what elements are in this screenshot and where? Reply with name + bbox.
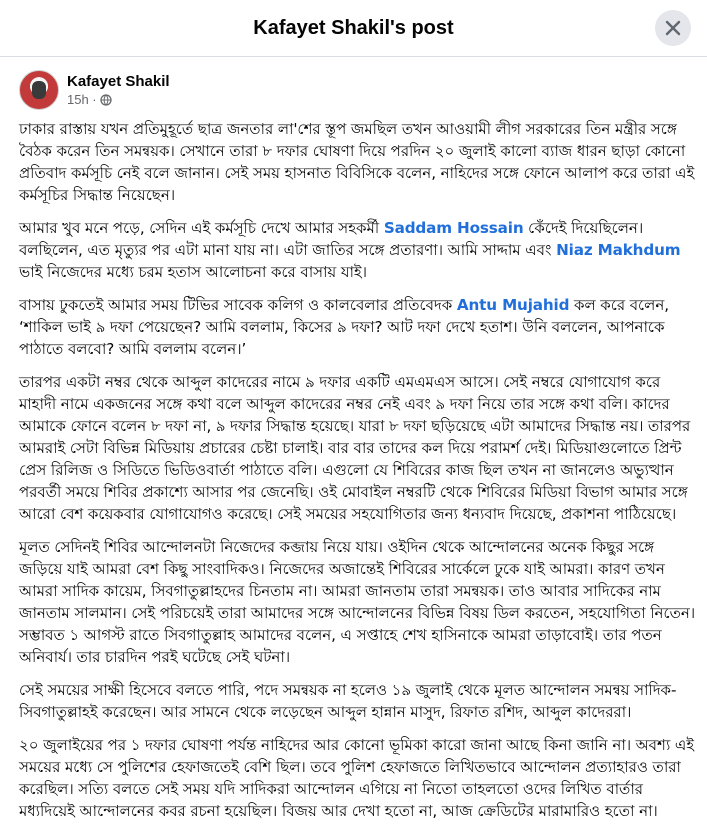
paragraph-text: ভাই নিজেদের মধ্যে চরম হতাস আলোচনা করে বাসায় যাই। — [19, 263, 367, 281]
close-icon — [664, 19, 682, 37]
post-paragraph: সেই সময়ের সাক্ষী হিসেবে বলতে পারি, পদে সমন্বয়ক না হলেও ১৯ জুলাই থেকে মূলত আন্দোলন সমন্বয় সাদিক-সিবগাতুল্লাহই করেছেন। আর সামনে থেকে লড়েছেন আব্দুল হান্নান মাসুদ, রিফাত রশিদ, আব্দুল কাদেররা। — [19, 681, 677, 721]
globe-icon — [100, 94, 112, 106]
paragraph-text: বাসায় ঢুকতেই আমার সময় টিভির সাবেক কলিগ ও কালবেলার প্রতিবেদক — [19, 296, 457, 314]
post-timestamp[interactable] — [67, 91, 170, 108]
post-paragraph: তারপর একটা নম্বর থেকে আব্দুল কাদেরের নামে ৯ দফার একটি এমএমএস আসে। সেই নম্বরে যোগাযোগ করে মাহাদী নামে একজনের সঙ্গে কথা বলে আব্দুল কাদেরের নম্বর নেই এবং ৯ দফা নিয়ে তার সঙ্গে কথা বলি। কাদের আমাকে ফোনে বলেন ৮ দফা না, ৯ দফার সিদ্ধান্ত হয়েছে। যারা ৮ দফা ছড়িয়েছে এটা আমাদের সিদ্ধান্ত নয়। তারপর আমরাই সেটা বিভিন্ন মিডিয়ায় প্রচারের চেষ্টা চালাই। বার বার তাদের কল দিয়ে পরামর্শ দেই। মিডিয়াগুলোতে প্রিন্ট প্রেস রিলিজ ও সিডিতে ভিডিওবার্তা পাঠাতে বলি। এগুলো যে শিবিরের কাজ ছিল তখন না জানলেও অভ্যুত্থান পরবর্তী সময়ে শিবির প্রকাশ্যে আসার পর জেনেছি। ওই মোবাইল নম্বরটি থেকে শিবিরের মিডিয়া বিভাগ আমার সঙ্গে আরো বেশ কয়েকবার যোগাযোগও করেছে। সেই সময়ের সহযোগিতার জন্য ধন্যবাদ দিয়েছে, প্রকাশনা পাঠিয়েছে। — [19, 373, 691, 523]
mention-saddam-hossain[interactable]: Saddam Hossain — [383, 219, 524, 237]
paragraph-text: কেঁদেই দিয়েছিলেন। বলছিলেন, এত মৃত্যুর পর এটা মানা যায় না। এটা জাতির সঙ্গে প্রতারণা। আমি সাদ্দাম এবং — [19, 219, 644, 259]
post-paragraph — [19, 294, 697, 360]
mention-niaz-makhdum[interactable]: Niaz Makhdum — [556, 241, 681, 259]
avatar[interactable] — [19, 70, 59, 110]
post-body — [19, 118, 697, 833]
post-paragraph: মূলত সেদিনই শিবির আন্দোলনটা নিজেদের কব্জায় নিয়ে যায়। ওইদিন থেকে আন্দোলনের অনেক কিছুর সঙ্গে জড়িয়ে যাই আমরা বেশ কিছু সাংবাদিকও। নিজেদের অজান্তেই শিবিরের সার্কেলে ঢুকে যাই আমরা। কারণ তখন আমরা সাদিক কায়েম, সিবগাতুল্লাহদের চিনতাম না। আমরা জানতাম তারা সমন্বয়ক। তাও আবার সাদিকের নাম জানতাম সালমান। সেই পরিচয়েই তারা আমাদের সঙ্গে আন্দোলনের বিভিন্ন বিষয় ডিল করতেন, সহযোগিতা নিতেন। সম্ভাবত ১ আগস্ট রাতে সিবগাতুল্লাহ আমাদের বলেন, এ সপ্তাহে শেখ হাসিনাকে আমরা তাড়াবোই। তার পতন অনিবার্য। তার চারদিন পরই ঘটেছে সেই ঘটনা। — [19, 538, 696, 666]
post-time-text: 15h · — [67, 92, 97, 107]
paragraph-text: আমার খুব মনে পড়ে, সেদিন এই কর্মসূচি দেখে আমার সহকর্মী — [19, 219, 384, 237]
dialog-title: Kafayet Shakil's post — [253, 16, 454, 39]
post-paragraph: ২০ জুলাইয়ের পর ১ দফার ঘোষণা পর্যন্ত নাহিদের আর কোনো ভূমিকা কারো জানা আছে কিনা জানি না। অবশ্য এই সময়ের মধ্যে সে পুলিশের হেফাজতেই বেশি ছিল। তবে পুলিশ হেফাজতে লিখিতভাবে আন্দোলন প্রত্যাহারও তারা করেছিল। সত্যি বলতে সেই সময় যদি সাদিকরা আন্দোলন এগিয়ে না নিতো তাহলতো ওদের লিখিত বার্তার মধ্যদিয়েই আন্দোলনের কবর রচনা হয়েছিল। বিজয় আর দেখা হতো না, আজ ক্রেডিটের মারামারিও হতো না। — [19, 736, 695, 820]
author-meta — [67, 72, 170, 108]
close-button[interactable] — [655, 10, 691, 46]
post-paragraph: ঢাকার রাস্তায় যখন প্রতিমুহূর্তে ছাত্র জনতার লা'শের স্তূপ জমছিল তখন আওয়ামী লীগ সরকারের তিন মন্ত্রীর সঙ্গে বৈঠক করেন তিন সমন্বয়ক। সেখানে তারা ৮ দফার ঘোষণা দিয়ে পরদিন ২০ জুলাই কালো ব্যাজ ধারন ছাড়া কোনো প্রতিবাদ কর্মসূচি নেই বলে জানান। সেই সময় হাসনাত বিবিসিকে বলেন, নাহিদের সঙ্গে ফোনে আলাপ করে তারা এই কর্মসূচির সিদ্ধান্ত নিয়েছেন। — [19, 120, 695, 204]
author-name[interactable]: Kafayet Shakil — [67, 73, 170, 90]
mention-antu-mujahid[interactable]: Antu Mujahid — [456, 296, 570, 314]
paragraph-text: কল করে বলেন, ‘শাকিল ভাই ৯ দফা পেয়েছেন? আমি বললাম, কিসের ৯ দফা? আট দফা দেখে হতাশ। উনি বললেন, আপনাকে পাঠাতে বলবো? আমি বললাম বলেন।’ — [19, 296, 669, 358]
post-paragraph — [19, 217, 697, 283]
post-dialog-header — [0, 0, 707, 57]
post-author-row — [19, 68, 170, 112]
